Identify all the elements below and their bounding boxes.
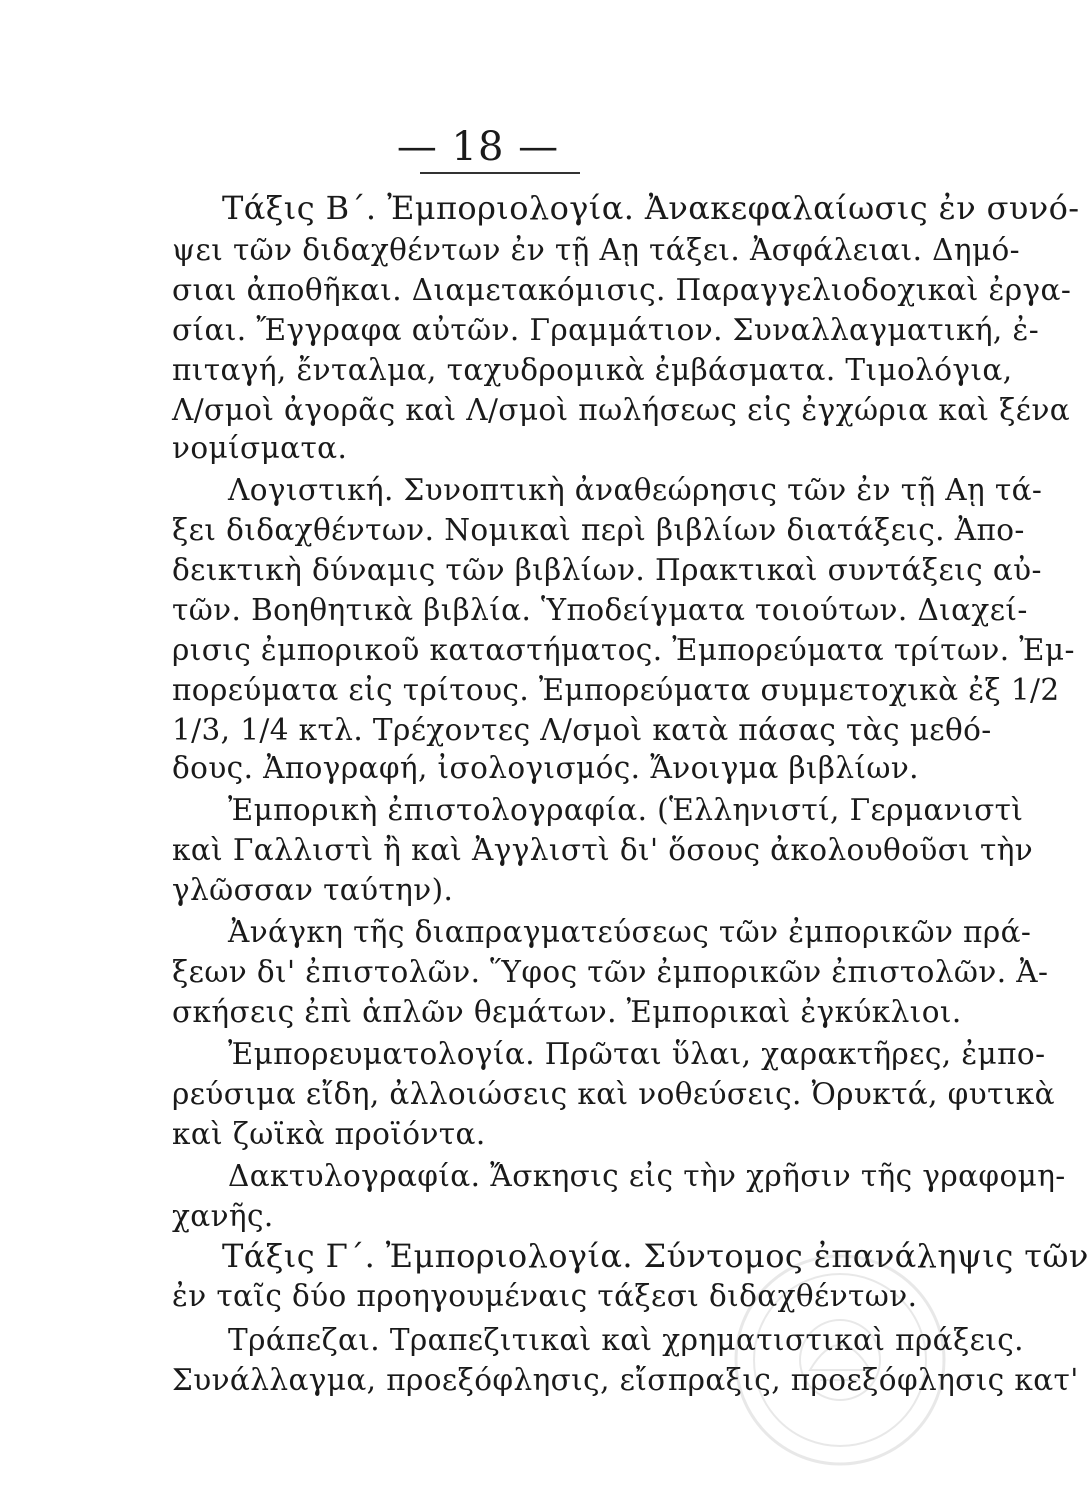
text-line: ψει τῶν διδαχθέντων ἐν τῇ Αῃ τάξει. Ἀσφάλειαι. Δημό- <box>172 233 1021 267</box>
text-line: δους. Ἀπογραφή, ἰσολογισμός. Ἄνοιγμα βιβλίων. <box>172 751 919 785</box>
text-line: γλῶσσαν ταύτην). <box>172 873 454 907</box>
page-number-rule <box>420 172 580 174</box>
text-line: ἐν ταῖς δύο προηγουμέναις τάξεσι διδαχθέντων. <box>172 1279 918 1313</box>
text-line: Συνάλλαγμα, προεξόφλησις, εἴσπραξις, προεξόφλησις κατ' <box>172 1363 1079 1397</box>
text-line: καὶ Γαλλιστὶ ἢ καὶ Ἀγγλιστὶ δι' ὅσους ἀκολουθοῦσι τὴν <box>172 833 1034 867</box>
text-line: ξεων δι' ἐπιστολῶν. Ὕφος τῶν ἐμπορικῶν ἐπιστολῶν. Ἀ- <box>172 955 1049 989</box>
text-line: ρισις ἐμπορικοῦ καταστήματος. Ἐμπορεύματα τρίτων. Ἐμ- <box>172 633 1075 667</box>
text-line: Ἀνάγκη τῆς διαπραγματεύσεως τῶν ἐμπορικῶν πρά- <box>228 915 1032 949</box>
text-line: Λ/σμοὶ ἀγορᾶς καὶ Λ/σμοὶ πωλήσεως εἰς ἐγχώρια καὶ ξένα <box>172 393 1071 427</box>
text-line: ρεύσιμα εἴδη, ἀλλοιώσεις καὶ νοθεύσεις. Ὀρυκτά, φυτικὰ <box>172 1077 1055 1111</box>
text-line: νομίσματα. <box>172 431 348 465</box>
text-line: Λογιστική. Συνοπτικὴ ἀναθεώρησις τῶν ἐν τῇ Αῃ τά- <box>228 473 1043 507</box>
text-line: Τράπεζαι. Τραπεζιτικαὶ καὶ χρηματιστικαὶ πράξεις. <box>228 1323 1024 1357</box>
page-number: — 18 — <box>396 124 560 170</box>
library-seal-watermark <box>730 1250 950 1470</box>
text-line: καὶ ζωϊκὰ προϊόντα. <box>172 1117 486 1151</box>
text-line: σκήσεις ἐπὶ ἁπλῶν θεμάτων. Ἐμπορικαὶ ἐγκύκλιοι. <box>172 995 962 1029</box>
text-line: 1/3, 1/4 κτλ. Τρέχοντες Λ/σμοὶ κατὰ πάσας τὰς μεθό- <box>172 713 992 747</box>
text-line: ξει διδαχθέντων. Νομικαὶ περὶ βιβλίων διατάξεις. Ἀπο- <box>172 513 1025 547</box>
text-line: πιταγή, ἔνταλμα, ταχυδρομικὰ ἐμβάσματα. Τιμολόγια, <box>172 353 1013 387</box>
text-line: χανῆς. <box>172 1199 274 1233</box>
text-line: δεικτικὴ δύναμις τῶν βιβλίων. Πρακτικαὶ συντάξεις αὐ- <box>172 553 1042 587</box>
text-line: Δακτυλογραφία. Ἄσκησις εἰς τὴν χρῆσιν τῆς γραφομη- <box>228 1159 1066 1193</box>
text-line: σίαι. Ἔγγραφα αὐτῶν. Γραμμάτιον. Συναλλαγματική, ἐ- <box>172 313 1040 347</box>
text-line: σιαι ἀποθῆκαι. Διαμετακόμισις. Παραγγελιοδοχικαὶ ἐργα- <box>172 273 1072 307</box>
text-line: πορεύματα εἰς τρίτους. Ἐμπορεύματα συμμετοχικὰ ἐξ 1/2 <box>172 673 1060 707</box>
text-line: Ἐμπορικὴ ἐπιστολογραφία. (Ἑλληνιστί, Γερμανιστὶ <box>228 793 1024 827</box>
text-line: τῶν. Βοηθητικὰ βιβλία. Ὑποδείγματα τοιούτων. Διαχεί- <box>172 593 1028 627</box>
text-line: Τάξις Β΄. Ἐμποριολογία. Ἀνακεφαλαίωσις ἐν συνό- <box>222 189 1080 227</box>
text-line: Τάξις Γ΄. Ἐμποριολογία. Σύντομος ἐπανάληψις τῶν <box>222 1237 1089 1275</box>
text-line: Ἐμπορευματολογία. Πρῶται ὕλαι, χαρακτῆρες, ἐμπο- <box>228 1037 1046 1071</box>
